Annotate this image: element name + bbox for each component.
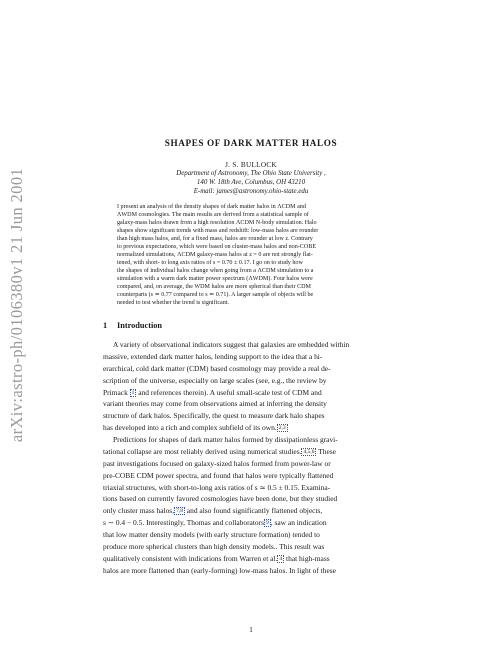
author-name: J. S. BULLOCK bbox=[225, 161, 277, 169]
body-text-segment: produce more spherical clusters than high density models.. This result was bbox=[103, 541, 325, 551]
body-text-segment: pre-COBE CDM power spectra, and found that halos were typically flattened bbox=[103, 470, 334, 480]
body-line bbox=[103, 339, 399, 351]
citation-link[interactable]: 1 bbox=[131, 389, 135, 396]
abstract-line: tened, with short- to long axis ratios of s = 0.70 ± 0.17. I go on to study how bbox=[117, 260, 303, 267]
body-line bbox=[103, 351, 399, 363]
body-text-segment: qualitatively consistent with indications from Warren et al. bbox=[103, 553, 278, 563]
body-line bbox=[103, 565, 399, 577]
body-line bbox=[103, 410, 399, 422]
abstract-line: counterparts (s ≃ 0.77 compared to s ≃ 0.71). A larger sample of objects will be bbox=[117, 292, 314, 299]
body-text-segment: and also found significantly flattened objects, bbox=[184, 506, 323, 516]
abstract bbox=[117, 203, 385, 307]
body-line bbox=[103, 505, 399, 517]
body-line bbox=[103, 553, 399, 565]
body-line bbox=[103, 387, 399, 399]
body-text-segment: scription of the universe, especially on large scales (see, e.g., the review by bbox=[103, 375, 327, 385]
body-text-segment: These bbox=[316, 446, 336, 456]
body-line bbox=[103, 375, 399, 387]
body-line bbox=[103, 446, 399, 458]
body-line bbox=[103, 470, 399, 482]
citation-link[interactable]: 4 bbox=[279, 555, 283, 562]
body-text-segment: halos are more flattened than (early-forming) low-mass halos. In light of these bbox=[103, 565, 336, 575]
body-text-segment: and references therein). A useful small-scale test of CDM and bbox=[136, 387, 322, 397]
arxiv-identifier-text: arXiv:astro-ph/0106380v1 21 Jun 2001 bbox=[7, 167, 26, 443]
body-text-segment: variant theories may come from observations aimed at inferring the density bbox=[103, 399, 327, 409]
abstract-line: ΛWDM cosmologies. The main results are derived from a statistical sample of bbox=[117, 212, 309, 219]
section-title: Introduction bbox=[117, 321, 163, 330]
abstract-line: normalized simulations, ΛCDM galaxy-mass halos at z = 0 are not strongly flat- bbox=[117, 252, 313, 259]
abstract-line: the shapes of individual halos change when going from a ΛCDM simulation to a bbox=[117, 268, 314, 275]
body-line bbox=[103, 482, 399, 494]
affiliation-department: Department of Astronomy, The Ohio State University , bbox=[176, 170, 326, 177]
body-line bbox=[103, 493, 399, 505]
body-line bbox=[103, 422, 399, 434]
body-text-segment: s ∼ 0.4 − 0.5. Interestingly, Thomas and collaborators bbox=[103, 518, 265, 528]
body-text-segment: that high-mass bbox=[284, 553, 330, 563]
body-text bbox=[103, 339, 399, 577]
body-line bbox=[103, 363, 399, 375]
body-line bbox=[103, 398, 399, 410]
abstract-line: compared, and, on average, the WDM halos are more spherical than their CDM bbox=[117, 284, 311, 291]
abstract-line: shapes show significant trends with mass and redshift: low-mass halos are rounder bbox=[117, 228, 319, 235]
arxiv-identifier bbox=[2, 150, 32, 460]
body-line bbox=[103, 541, 399, 553]
body-text-segment: A variety of observational indicators suggest that galaxies are embedded within bbox=[113, 340, 350, 349]
body-text-segment: tions based on currently favored cosmologies have been done, but they studied bbox=[103, 494, 338, 504]
body-text-segment: past investigations focused on galaxy-sized halos formed from power-law or bbox=[103, 458, 331, 468]
citation-link[interactable]: 7,8 bbox=[176, 508, 183, 515]
abstract-line: I present an analysis of the density shapes of dark matter halos in ΛCDM and bbox=[117, 204, 306, 210]
abstract-line: than high mass halos, and, for a fixed mass, halos are rounder at low z. Contrary bbox=[117, 236, 313, 243]
body-line bbox=[103, 458, 399, 470]
body-text-segment: , saw an indication bbox=[270, 518, 327, 528]
body-line bbox=[103, 529, 399, 541]
body-text-segment: Primack bbox=[103, 387, 130, 397]
paper-title: SHAPES OF DARK MATTER HALOS bbox=[164, 138, 338, 148]
abstract-line: to previous expectations, which were based on cluster-mass halos and non-COBE bbox=[117, 244, 317, 251]
body-text-segment: only cluster mass halos, bbox=[103, 506, 175, 516]
affiliation-address: 140 W. 18th Ave, Columbus, OH 43210 bbox=[196, 179, 306, 186]
body-text-segment: erarchical, cold dark matter (CDM) based cosmology may provide a real de- bbox=[103, 363, 331, 373]
abstract-line: galaxy-mass halos drawn from a high resolution ΛCDM N-body simulation. Halo bbox=[117, 220, 317, 227]
body-text-segment: that low matter density models (with early structure formation) tended to bbox=[103, 530, 320, 539]
abstract-line: needed to test whether the trend is significant. bbox=[117, 300, 230, 307]
body-line bbox=[103, 517, 399, 529]
body-text-segment: has developed into a rich and complex subfield of its own. bbox=[103, 423, 277, 433]
body-text-segment: Predictions for shapes of dark matter halos formed by dissipationless gravi- bbox=[113, 435, 338, 444]
body-text-segment: triaxial structures, with short-to-long axis ratios of s ≃ 0.5 ± 0.15. Examina- bbox=[103, 482, 331, 492]
citation-link[interactable]: 9 bbox=[266, 520, 269, 527]
page-number: 1 bbox=[249, 625, 253, 634]
section-number: 1 bbox=[103, 321, 108, 330]
section-heading bbox=[103, 321, 162, 330]
body-line bbox=[103, 434, 399, 446]
affiliation-email: E-mail: james@astronomy.ohio-state.edu bbox=[193, 188, 309, 195]
body-text-segment: massive, extended dark matter halos, lending support to the idea that a hi- bbox=[103, 351, 323, 361]
abstract-line: simulation with a warm dark matter power spectrum (ΛWDM). Four halos were bbox=[117, 276, 313, 283]
body-text-segment: tational collapse are most reliably derived using numerical studies. bbox=[103, 446, 302, 456]
body-text-segment: structure of dark halos. Specifically, the quest to measure dark halo shapes bbox=[103, 411, 325, 421]
citation-link[interactable]: 4,5,6 bbox=[303, 448, 315, 455]
citation-link[interactable]: 2,3 bbox=[278, 425, 286, 432]
